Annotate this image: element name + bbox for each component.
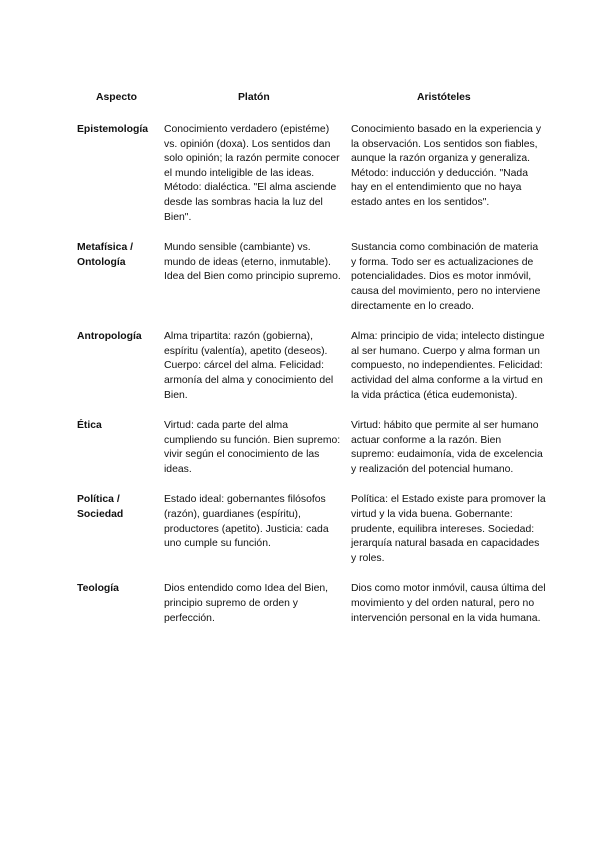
comparison-table [74, 89, 546, 642]
aspect-cell: Ética [77, 420, 102, 432]
platon-cell: Mundo sensible (cambiante) vs. mundo de ideas (eterno, inmutable). Idea del Bien como principio supremo. [164, 242, 341, 283]
table-row [74, 330, 546, 419]
platon-cell: Alma tripartita: razón (gobierna), espíritu (valentía), apetito (deseos). Cuerpo: cárcel del alma. Felicidad: armonía del alma y conocimiento del Bien. [164, 331, 334, 401]
table-header [74, 89, 546, 123]
aspect-cell: Epistemología [77, 124, 149, 135]
aspect-cell: Metafísica / Ontología [77, 242, 134, 268]
platon-cell: Dios entendido como Idea del Bien, principio supremo de orden y perfección. [164, 583, 329, 624]
table-row [74, 582, 546, 642]
table-row [74, 493, 546, 582]
aspect-cell: Política / Sociedad [77, 494, 124, 521]
table-body [74, 123, 546, 642]
aristoteles-cell: Política: el Estado existe para promover la virtud y la vida buena. Gobernante: prudente, equilibra intereses. Sociedad: jerarquía natural basada en capacidades y roles. [351, 494, 546, 564]
header-aristoteles: Aristóteles [417, 92, 471, 103]
aristoteles-cell: Alma: principio de vida; intelecto distingue al ser humano. Cuerpo y alma forman un compuesto, no independientes. Felicidad: actividad del alma conforme a la virtud en la vida práctica (ética eudemonista). [351, 331, 545, 401]
header-platon: Platón [238, 92, 270, 103]
header-aspect: Aspecto [96, 92, 137, 103]
aristoteles-cell: Conocimiento basado en la experiencia y la observación. Los sentidos son fiables, aunque la razón organiza y generaliza. Método: inducción y deducción. "Nada hay en el entendimiento que no haya estado antes en los sentidos". [351, 124, 542, 208]
aristoteles-cell: Virtud: hábito que permite al ser humano actuar conforme a la razón. Bien supremo: eudaimonía, vida de excelencia y realización del potencial humano. [351, 420, 543, 475]
platon-cell: Conocimiento verdadero (epistéme) vs. opinión (doxa). Los sentidos dan solo opinión; la razón permite conocer el mundo inteligible de las ideas. Método: dialéctica. "El alma asciende desde las sombras hacia la luz del Bien". [164, 124, 340, 223]
platon-cell: Virtud: cada parte del alma cumpliendo su función. Bien supremo: vivir según el conocimiento de las ideas. [164, 420, 341, 475]
aristoteles-cell: Sustancia como combinación de materia y forma. Todo ser es actualizaciones de potencialidades. Dios es motor inmóvil, causa del movimiento, pero no interviene directamente en lo creado. [351, 242, 541, 312]
aristoteles-cell: Dios como motor inmóvil, causa última del movimiento y del orden natural, pero no intervención personal en la vida humana. [351, 583, 546, 624]
aspect-cell: Antropología [77, 331, 142, 343]
table-row [74, 419, 546, 493]
aspect-cell: Teología [77, 583, 119, 595]
table-row [74, 123, 546, 241]
platon-cell: Estado ideal: gobernantes filósofos (razón), guardianes (espíritu), productores (apetito). Justicia: cada uno cumple su función. [164, 494, 329, 550]
header-row [74, 89, 546, 123]
table-row [74, 241, 546, 330]
